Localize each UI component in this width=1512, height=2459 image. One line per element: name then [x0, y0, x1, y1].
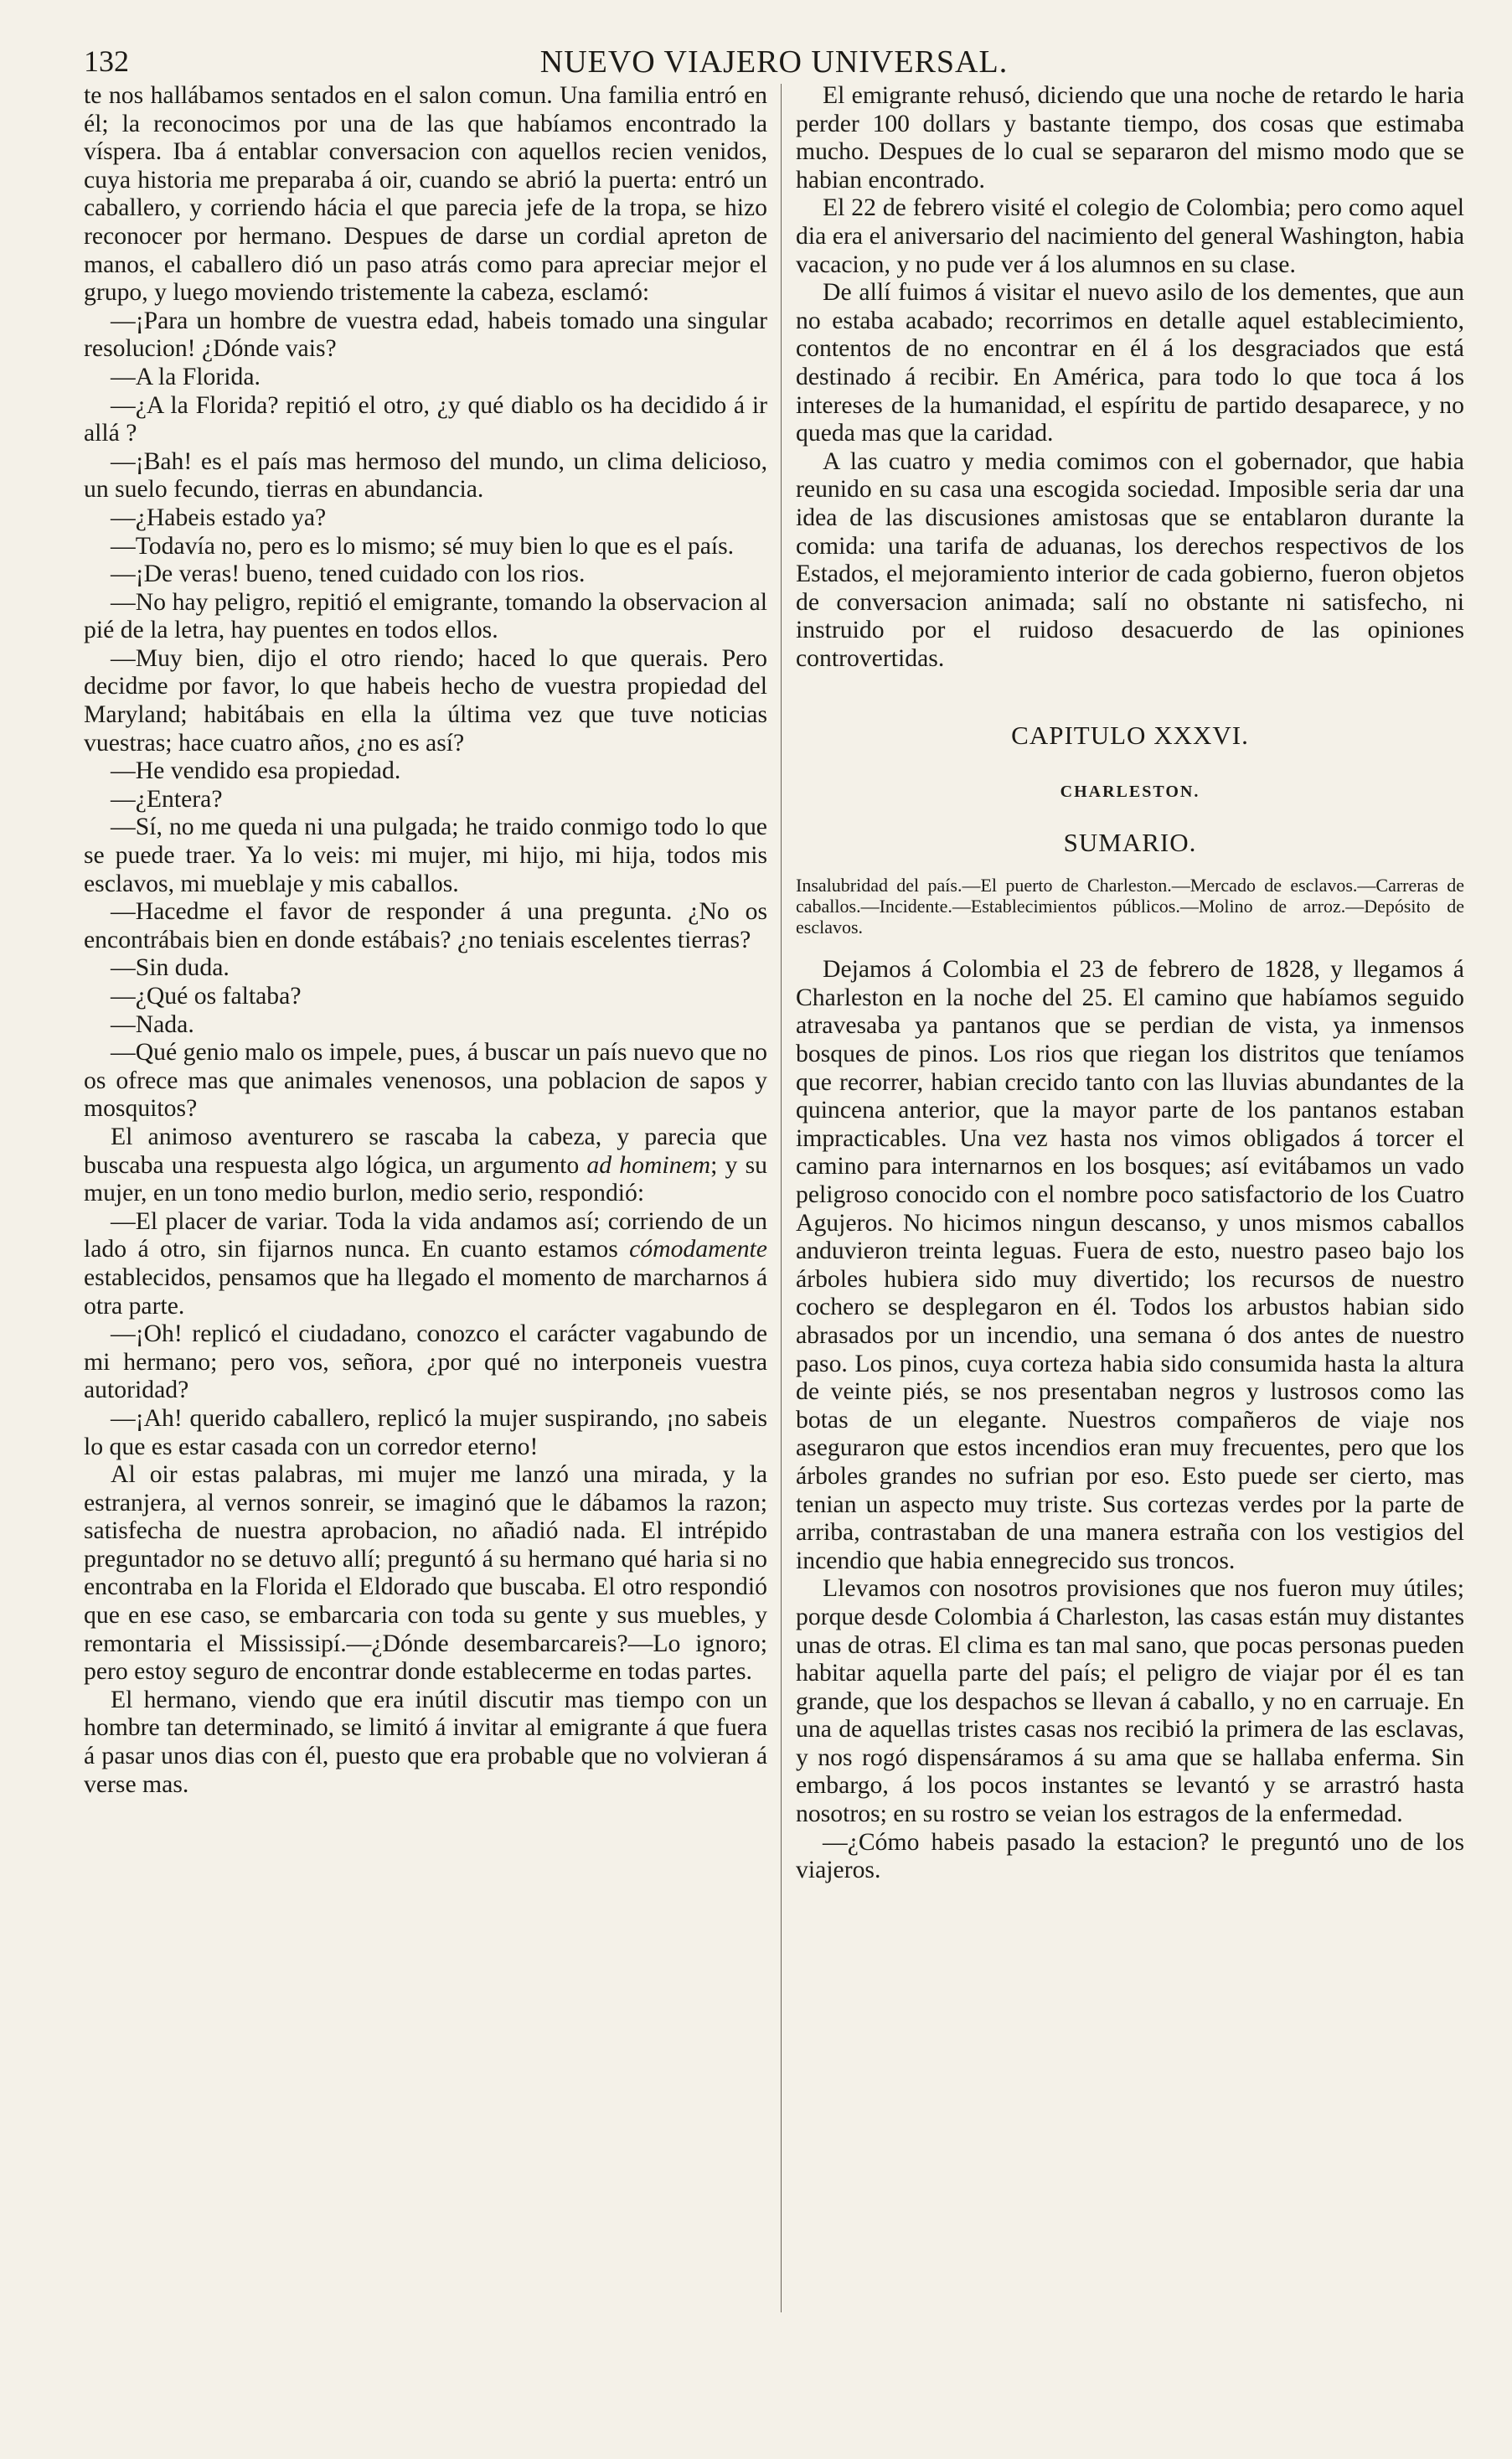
- paragraph: —¡Ah! querido caballero, replicó la mujer suspirando, ¡no sabeis lo que es estar casada con un corredor eterno!: [84, 1404, 767, 1460]
- paragraph: —¡De veras! bueno, tened cuidado con los rios.: [111, 561, 586, 588]
- paragraph: [84, 1124, 767, 1208]
- paragraph: —Nada.: [111, 1010, 194, 1038]
- italic-phrase: cómodamente: [629, 1236, 767, 1263]
- text-run: establecidos, pensamos que ha llegado el momento de marcharnos á otra parte.: [84, 1263, 767, 1320]
- summary-heading: SUMARIO.: [1063, 827, 1197, 857]
- paragraph: —Hacedme el favor de responder á una pregunta. ¿No os encontrábais bien en donde estábais? ¿no teniais escelentes tierras?: [84, 898, 767, 953]
- left-column: [84, 82, 767, 1799]
- paragraph: Dejamos á Colombia el 23 de febrero de 1828, y llegamos á Charleston en la noche del 25. El camino que habíamos seguido atravesaba ya pantanos que se perdian de vista, ya inmensos bosques de pinos. Los rios que riegan los distritos que teníamos que recorrer, habian crecido tanto con las lluvias abundantes de la quincena anterior, que la mayor parte de los pantanos estaban impracticables. Una vez hasta nos vimos obligados á torcer el camino para internarnos en los bosques; así evitábamos un vado peligroso conocido con el nombre poco satisfactorio de los Cuatro Agujeros. No hicimos ningun descanso, y unos mismos caballos anduvieron treinta leguas. Fuera de esto, nuestro paseo bajo los árboles hubiera sido muy divertido; los recursos de nuestro cochero se desplegaron en él. Todos los arbustos habian sido abrasados por un incendio, una semana ó dos antes de nuestro paso. Los pinos, cuya corteza habia sido consumida hasta la altura de veinte piés, se nos presentaban negros y lustrosos como las botas de un elegante. Nuestros compañeros de viaje nos aseguraron que estos incendios eran muy frecuentes, pero que los árboles grandes no sufrian por eso. Esto puede ser cierto, mas tenian un aspecto muy triste. Sus cortezas verdes por la parte de arriba, contrastaban de una manera estraña con los vestigios del incendio que habia ennegrecido sus troncos.: [796, 956, 1464, 1574]
- italic-phrase: ad hominem: [586, 1151, 711, 1179]
- paragraph: [84, 1208, 767, 1320]
- paragraph: —Todavía no, pero es lo mismo; sé muy bien lo que es el país.: [111, 532, 735, 560]
- paragraph: De allí fuimos á visitar el nuevo asilo de los dementes, que aun no estaba acabado; recorrimos en detalle aquel establecimiento, contentos de no encontrar en él á los desgraciados que está destinado á recibir. En América, para todo lo que toca á los intereses de la humanidad, el espíritu de partido desaparece, y no queda mas que la caridad.: [796, 279, 1464, 447]
- paragraph: A las cuatro y media comimos con el gobernador, que habia reunido en su casa una escogida sociedad. Imposible seria dar una idea de las discusiones amistosas que se entablaron durante la comida: una tarifa de aduanas, los derechos respectivos de los Estados, el mejoramiento interior de cada gobierno, fueron objetos de conversacion animada; salí no obstante ni satisfecho, ni instruido por el ruidoso desacuerdo de las opiniones controvertidas.: [796, 447, 1464, 672]
- paragraph: —¿Entera?: [111, 785, 223, 813]
- paragraph: Al oir estas palabras, mi mujer me lanzó una mirada, y la estranjera, al vernos sonreir, se imaginó que le dábamos la razon; satisfecha de nuestra aprobacion, no añadió nada. El intrépido preguntador no se detuvo allí; preguntó á su hermano qué haria si no encontraba en la Florida el Eldorado que buscaba. El otro respondió que en ese caso, se embarcaria con toda su gente y sus muebles, y remontaria el Mississipí.—¿Dónde desembarcareis?—Lo ignoro; pero estoy seguro de encontrar donde establecerme en todas partes.: [84, 1461, 767, 1686]
- text-run: El animoso aventurero se rascaba la cabeza, y parecia que buscaba una respuesta algo lógica, un argumento: [84, 1123, 767, 1179]
- text-run: ; y su mujer, en un tono medio burlon, medio serio, respondió:: [84, 1151, 767, 1207]
- chapter-summary: Insalubridad del país.—El puerto de Charleston.—Mercado de esclavos.—Carreras de caballos.—Incidente.—Establecimientos públicos.—Molino de arroz.—Depósito de esclavos.: [796, 875, 1464, 938]
- column-divider: [781, 84, 782, 2312]
- paragraph: —Qué genio malo os impele, pues, á buscar un país nuevo que no os ofrece mas que animales venenosos, una poblacion de sapos y mosquitos?: [84, 1039, 767, 1123]
- paragraph: El emigrante rehusó, diciendo que una noche de retardo le haria perder 100 dollars y bastante tiempo, dos cosas que estimaba mucho. Despues de lo cual se separaron del mismo modo que se habian encontrado.: [796, 82, 1464, 194]
- paragraph: —Sí, no me queda ni una pulgada; he traido conmigo todo lo que se puede traer. Ya lo veis: mi mujer, mi hijo, mi hija, todos mis esclavos, mi mueblaje y mis caballos.: [84, 814, 767, 897]
- paragraph: El 22 de febrero visité el colegio de Colombia; pero como aquel dia era el aniversario del nacimiento del general Washington, habia vacacion, y no pude ver á los alumnos en su clase.: [796, 194, 1464, 278]
- paragraph: —¡Oh! replicó el ciudadano, conozco el carácter vagabundo de mi hermano; pero vos, señora, ¿por qué no interponeis vuestra autoridad?: [84, 1320, 767, 1404]
- paragraph: —¿Cómo habeis pasado la estacion? le preguntó uno de los viajeros.: [796, 1828, 1464, 1884]
- paragraph: —A la Florida.: [111, 363, 261, 390]
- running-title: NUEVO VIAJERO UNIVERSAL.: [539, 44, 1009, 80]
- right-column: [796, 82, 1464, 1885]
- paragraph: te nos hallábamos sentados en el salon comun. Una familia entró en él; la reconocimos por una de las que habíamos encontrado la víspera. Iba á entablar conversacion con aquellos recien venidos, cuya historia me preparaba á oir, cuando se abrió la puerta: entró un caballero, y corriendo hácia el que parecia jefe de la tropa, se hizo reconocer por hermano. Despues de darse un cordial apreton de manos, el caballero dió un paso atrás como para apreciar mejor el grupo, y luego moviendo tristemente la cabeza, esclamó:: [84, 82, 767, 307]
- paragraph: —¡Para un hombre de vuestra edad, habeis tomado una singular resolucion! ¿Dónde vais?: [84, 307, 767, 363]
- paragraph: Llevamos con nosotros provisiones que nos fueron muy útiles; porque desde Colombia á Charleston, las casas están muy distantes unas de otras. El clima es tan mal sano, que pocas personas pueden habitar aquella parte del país; el peligro de viajar por él es tan grande, que los despachos se llevan á caballo, y no en carruaje. En una de aquellas tristes casas nos recibió la primera de las esclavas, y nos rogó dispensáramos á su ama que se hallaba enferma. Sin embargo, á los pocos instantes se levantó y se arrastró hasta nosotros; en su rostro se veian los estragos de la enfermedad.: [796, 1575, 1464, 1828]
- paragraph: —¡Bah! es el país mas hermoso del mundo, un clima delicioso, un suelo fecundo, tierras en abundancia.: [84, 447, 767, 504]
- page-number: 132: [84, 44, 129, 78]
- paragraph: —¿Habeis estado ya?: [111, 504, 327, 531]
- chapter-subtitle: CHARLESTON.: [1060, 783, 1200, 802]
- text-run: —El placer de variar. Toda la vida andamos así; corriendo de un lado á otro, sin fijarnos nunca. En cuanto estamos: [84, 1207, 767, 1263]
- paragraph: —¿A la Florida? repitió el otro, ¿y qué diablo os ha decidido á ir allá ?: [84, 391, 767, 447]
- paragraph: El hermano, viendo que era inútil discutir mas tiempo con un hombre tan determinado, se limitó á invitar al emigrante á que fuera á pasar unos dias con él, puesto que era probable que no volvieran á verse mas.: [84, 1686, 767, 1798]
- paragraph: —Muy bien, dijo el otro riendo; haced lo que querais. Pero decidme por favor, lo que habeis hecho de vuestra propiedad del Maryland; habitábais en ella la última vez que tuve noticias vuestras; hace cuatro años, ¿no es así?: [84, 644, 767, 757]
- paragraph: —No hay peligro, repitió el emigrante, tomando la observacion al pié de la letra, hay puentes en todos ellos.: [84, 588, 767, 644]
- chapter-title: CAPITULO XXXVI.: [1011, 721, 1249, 751]
- paragraph: —He vendido esa propiedad.: [111, 757, 401, 785]
- running-header: [84, 44, 1464, 82]
- paragraph: —Sin duda.: [111, 954, 230, 982]
- paragraph: —¿Qué os faltaba?: [111, 983, 302, 1010]
